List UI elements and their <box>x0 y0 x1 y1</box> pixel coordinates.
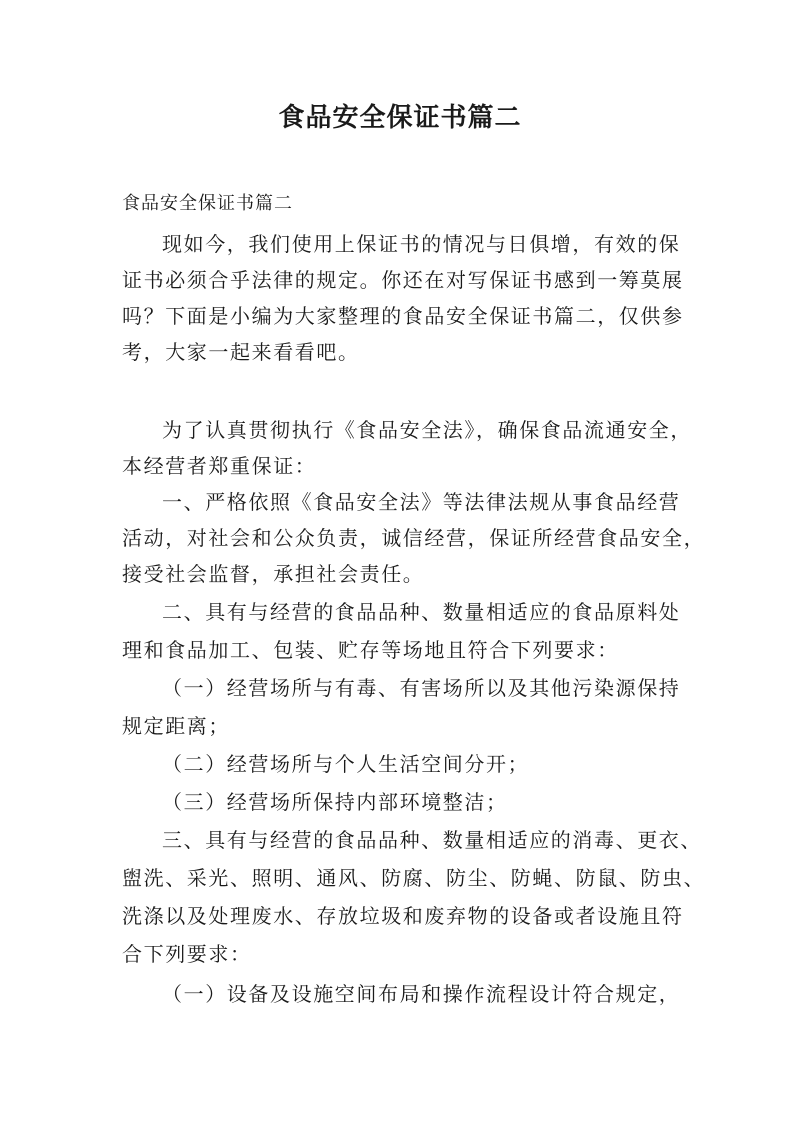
paragraph-line: （三）经营场所保持内部环境整洁； <box>162 790 508 814</box>
subtitle-line: 食品安全保证书篇二 <box>122 193 293 214</box>
paragraph-line: （一）设备及设施空间布局和操作流程设计符合规定， <box>162 982 681 1006</box>
paragraph-line: 证书必须合乎法律的规定。你还在对写保证书感到一筹莫展 <box>122 268 684 292</box>
paragraph-line: 接受社会监督，承担社会责任。 <box>122 562 425 586</box>
page-title: 食品安全保证书篇二 <box>278 103 522 133</box>
paragraph-line: （一）经营场所与有毒、有害场所以及其他污染源保持 <box>162 676 681 700</box>
paragraph-line: 吗？下面是小编为大家整理的食品安全保证书篇二，仅供参 <box>122 304 684 328</box>
paragraph-line: 考，大家一起来看看吧。 <box>122 340 360 364</box>
paragraph-line: 合下列要求： <box>122 942 252 966</box>
paragraph-line: 为了认真贯彻执行《食品安全法》，确保食品流通安全， <box>162 418 692 442</box>
paragraph-line: 盥洗、采光、照明、通风、防腐、防尘、防蝇、防鼠、防虫、 <box>122 866 706 890</box>
paragraph-line: 活动，对社会和公众负责，诚信经营，保证所经营食品安全， <box>122 526 706 550</box>
paragraph-line: 本经营者郑重保证： <box>122 454 317 478</box>
paragraph-line: 一、严格依照《食品安全法》等法律法规从事食品经营 <box>162 490 681 514</box>
paragraph-line: 三、具有与经营的食品品种、数量相适应的消毒、更衣、 <box>162 828 702 852</box>
paragraph-line: 规定距离； <box>122 714 230 738</box>
paragraph-line: 理和食品加工、包装、贮存等场地且符合下列要求： <box>122 638 619 662</box>
paragraph-line: 现如今，我们使用上保证书的情况与日俱增，有效的保 <box>162 232 681 256</box>
paragraph-line: 洗涤以及处理废水、存放垃圾和废弃物的设备或者设施且符 <box>122 904 684 928</box>
paragraph-line: 二、具有与经营的食品品种、数量相适应的食品原料处 <box>162 600 681 624</box>
paragraph-line: （二）经营场所与个人生活空间分开； <box>162 752 530 776</box>
